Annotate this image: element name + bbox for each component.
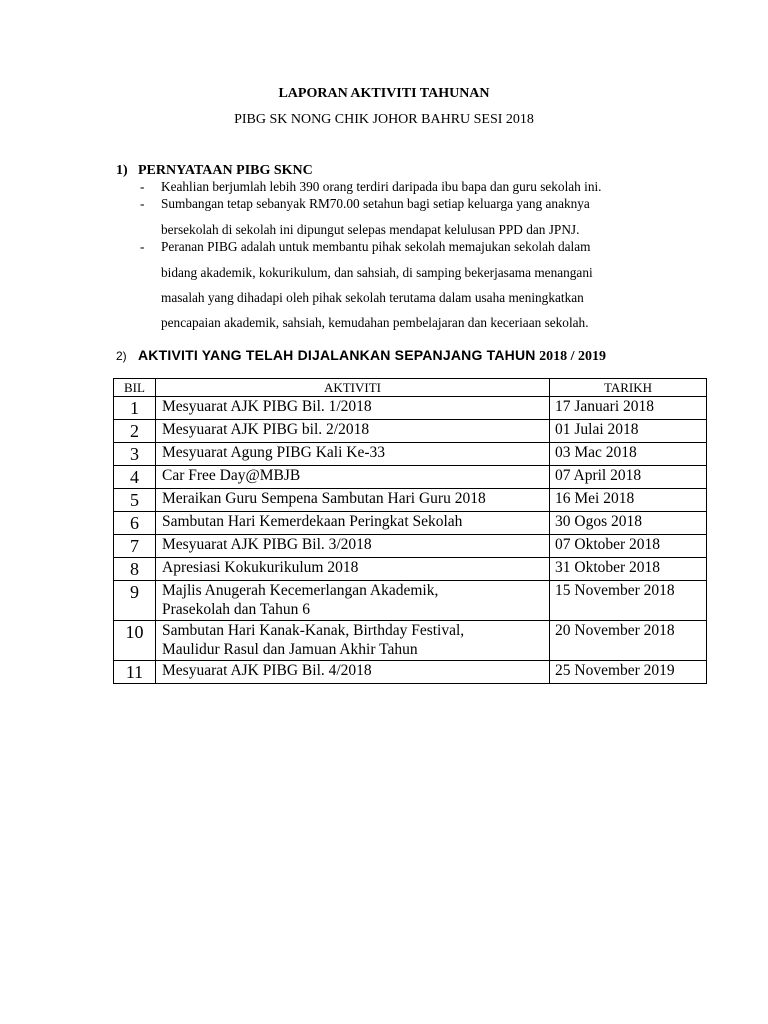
bullet-text-line: Keahlian berjumlah lebih 390 orang terdiri daripada ibu bapa dan guru sekolah ini. bbox=[161, 179, 602, 194]
row-tarikh: 15 November 2018 bbox=[550, 581, 707, 621]
table-row bbox=[114, 512, 707, 535]
row-bil: 11 bbox=[114, 661, 156, 684]
document-title: LAPORAN AKTIVITI TAHUNAN bbox=[278, 86, 490, 101]
row-bil: 1 bbox=[114, 397, 156, 420]
row-bil: 10 bbox=[114, 621, 156, 661]
aktiviti-line: Apresiasi Kokukurikulum 2018 bbox=[162, 559, 359, 576]
table-row bbox=[114, 397, 707, 420]
row-aktiviti bbox=[156, 489, 550, 512]
aktiviti-line: Sambutan Hari Kanak-Kanak, Birthday Festival, bbox=[162, 622, 465, 639]
bullet-marker: - bbox=[140, 179, 145, 194]
row-tarikh: 01 Julai 2018 bbox=[550, 420, 707, 443]
activity-table bbox=[113, 378, 707, 684]
aktiviti-line: Mesyuarat AJK PIBG Bil. 1/2018 bbox=[162, 398, 372, 415]
row-tarikh: 16 Mei 2018 bbox=[550, 489, 707, 512]
aktiviti-line: Majlis Anugerah Kecemerlangan Akademik, bbox=[162, 582, 439, 599]
bullet-text-line: bidang akademik, kokurikulum, dan sahsiah, di samping bekerjasama menangani bbox=[161, 265, 593, 280]
row-bil: 7 bbox=[114, 535, 156, 558]
aktiviti-line: Car Free Day@MBJB bbox=[162, 467, 301, 484]
bullet-text-line: Sumbangan tetap sebanyak RM70.00 setahun bagi setiap keluarga yang anaknya bbox=[161, 196, 590, 211]
section-2-title: AKTIVITI YANG TELAH DIJALANKAN SEPANJANG TAHUN bbox=[138, 347, 536, 363]
document-subtitle: PIBG SK NONG CHIK JOHOR BAHRU SESI 2018 bbox=[234, 112, 534, 127]
row-tarikh: 17 Januari 2018 bbox=[550, 397, 707, 420]
header-aktiviti: AKTIVITI bbox=[156, 379, 550, 397]
bullet-text-line: pencapaian akademik, sahsiah, kemudahan pembelajaran dan keceriaan sekolah. bbox=[161, 315, 589, 330]
bullet-marker: - bbox=[140, 196, 145, 211]
row-tarikh: 07 Oktober 2018 bbox=[550, 535, 707, 558]
row-bil: 6 bbox=[114, 512, 156, 535]
row-bil: 5 bbox=[114, 489, 156, 512]
row-bil: 3 bbox=[114, 443, 156, 466]
row-tarikh: 20 November 2018 bbox=[550, 621, 707, 661]
table-header-row bbox=[114, 379, 707, 397]
table-row bbox=[114, 420, 707, 443]
section-2-number: 2) bbox=[116, 349, 127, 363]
bullet-text-line: masalah yang dihadapi oleh pihak sekolah terutama dalam usaha meningkatkan bbox=[161, 290, 584, 305]
aktiviti-line: Prasekolah dan Tahun 6 bbox=[162, 601, 310, 618]
row-aktiviti bbox=[156, 512, 550, 535]
table-row bbox=[114, 558, 707, 581]
table-row bbox=[114, 661, 707, 684]
table-row bbox=[114, 621, 707, 661]
aktiviti-line: Mesyuarat AJK PIBG Bil. 4/2018 bbox=[162, 662, 372, 679]
aktiviti-line: Maulidur Rasul dan Jamuan Akhir Tahun bbox=[162, 641, 418, 658]
bullet-marker: - bbox=[140, 239, 145, 254]
row-aktiviti bbox=[156, 558, 550, 581]
row-aktiviti bbox=[156, 661, 550, 684]
section-2-heading bbox=[116, 347, 606, 365]
table-row bbox=[114, 581, 707, 621]
row-aktiviti bbox=[156, 466, 550, 489]
row-tarikh: 07 April 2018 bbox=[550, 466, 707, 489]
section-1-heading bbox=[116, 163, 313, 179]
row-tarikh: 30 Ogos 2018 bbox=[550, 512, 707, 535]
row-tarikh: 31 Oktober 2018 bbox=[550, 558, 707, 581]
aktiviti-line: Mesyuarat AJK PIBG Bil. 3/2018 bbox=[162, 536, 372, 553]
section-2-years: 2018 / 2019 bbox=[539, 349, 606, 364]
header-tarikh: TARIKH bbox=[550, 379, 707, 397]
section-1-title: PERNYATAAN PIBG SKNC bbox=[138, 163, 313, 178]
table-row bbox=[114, 535, 707, 558]
aktiviti-line: Mesyuarat AJK PIBG bil. 2/2018 bbox=[162, 421, 370, 438]
row-bil: 4 bbox=[114, 466, 156, 489]
table-row bbox=[114, 489, 707, 512]
aktiviti-line: Sambutan Hari Kemerdekaan Peringkat Sekolah bbox=[162, 513, 463, 530]
bullet-text-line: bersekolah di sekolah ini dipungut selepas mendapat kelulusan PPD dan JPNJ. bbox=[161, 222, 580, 237]
header-bil: BIL bbox=[114, 379, 156, 397]
row-tarikh: 25 November 2019 bbox=[550, 661, 707, 684]
table-row bbox=[114, 443, 707, 466]
row-aktiviti bbox=[156, 443, 550, 466]
row-aktiviti bbox=[156, 581, 550, 621]
row-aktiviti bbox=[156, 535, 550, 558]
row-tarikh: 03 Mac 2018 bbox=[550, 443, 707, 466]
row-aktiviti bbox=[156, 621, 550, 661]
row-aktiviti bbox=[156, 420, 550, 443]
section-1-number: 1) bbox=[116, 163, 128, 178]
row-bil: 8 bbox=[114, 558, 156, 581]
bullet-text-line: Peranan PIBG adalah untuk membantu pihak sekolah memajukan sekolah dalam bbox=[161, 239, 591, 254]
table-row bbox=[114, 466, 707, 489]
row-bil: 9 bbox=[114, 581, 156, 621]
aktiviti-line: Mesyuarat Agung PIBG Kali Ke-33 bbox=[162, 444, 385, 461]
aktiviti-line: Meraikan Guru Sempena Sambutan Hari Guru 2018 bbox=[162, 490, 486, 507]
row-bil: 2 bbox=[114, 420, 156, 443]
row-aktiviti bbox=[156, 397, 550, 420]
